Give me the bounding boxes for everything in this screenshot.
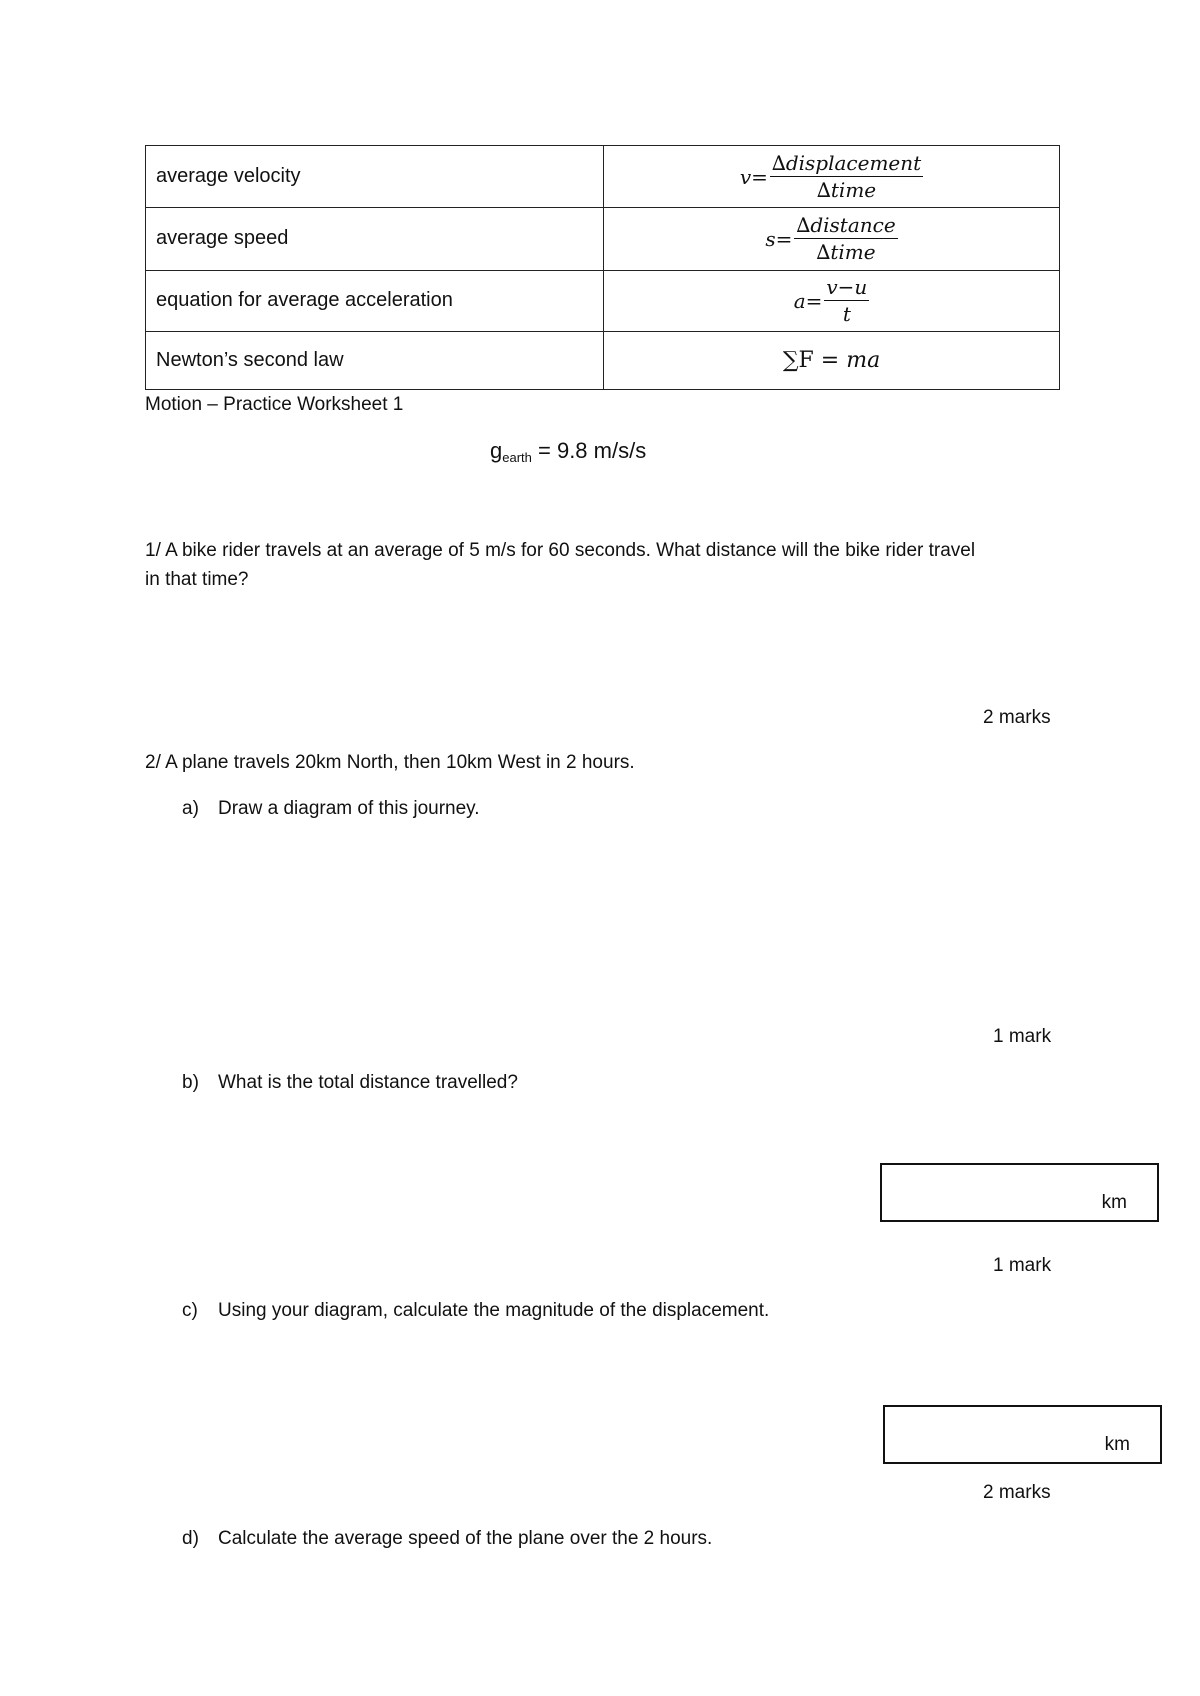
law-variable: ma <box>846 347 881 373</box>
fraction-numerator: v−u <box>826 275 868 300</box>
formula-equation <box>604 331 1060 389</box>
table-row <box>146 146 1060 208</box>
part-d-label: d) <box>182 1528 199 1549</box>
gravity-constant <box>490 438 646 465</box>
formula-name: Newton’s second law <box>146 331 604 389</box>
formula-table <box>145 145 1060 390</box>
g-subscript: earth <box>502 450 532 465</box>
marks-label: 1 mark <box>993 1255 1052 1276</box>
formula-name: average speed <box>146 208 604 270</box>
fraction-denominator: ∆time <box>816 178 877 203</box>
unit-label: km <box>1101 1192 1127 1213</box>
fraction-numerator: ∆displacement <box>771 151 922 176</box>
part-c-text: Using your diagram, calculate the magnitude of the displacement. <box>218 1300 770 1321</box>
marks-label: 2 marks <box>983 1482 1051 1503</box>
equation-lhs: v= <box>739 164 768 189</box>
formula-equation <box>604 146 1060 208</box>
worksheet-title: Motion – Practice Worksheet 1 <box>145 394 404 415</box>
table-row <box>146 270 1060 331</box>
g-value: = 9.8 m/s/s <box>531 438 647 463</box>
part-a-text: Draw a diagram of this journey. <box>218 798 480 819</box>
part-c-label: c) <box>182 1300 198 1321</box>
marks-label: 1 mark <box>993 1026 1052 1047</box>
part-b-label: b) <box>182 1072 199 1093</box>
part-a-label: a) <box>182 798 199 819</box>
fraction-numerator: ∆distance <box>796 213 896 238</box>
table-row <box>146 208 1060 270</box>
fraction-denominator: t <box>842 302 851 327</box>
marks-label: 2 marks <box>983 707 1051 728</box>
g-symbol: g <box>490 438 503 463</box>
equation-lhs: s= <box>765 226 793 251</box>
question-1-line-1: 1/ A bike rider travels at an average of 5 m/s for 60 seconds. What distance will the bike rider travel <box>145 540 976 561</box>
answer-box-b[interactable] <box>880 1163 1159 1222</box>
part-b-text: What is the total distance travelled? <box>218 1072 518 1093</box>
question-2-intro: 2/ A plane travels 20km North, then 10km West in 2 hours. <box>145 752 635 773</box>
formula-name: average velocity <box>146 146 604 208</box>
unit-label: km <box>1104 1434 1130 1455</box>
fraction-denominator: ∆time <box>816 240 876 265</box>
law-prefix: ∑F = <box>782 347 847 373</box>
equation-lhs: a= <box>793 288 823 313</box>
part-d-text: Calculate the average speed of the plane over the 2 hours. <box>218 1528 713 1549</box>
answer-box-c[interactable] <box>883 1405 1162 1464</box>
formula-name: equation for average acceleration <box>146 270 604 331</box>
formula-equation <box>604 208 1060 270</box>
question-1-line-2: in that time? <box>145 569 249 590</box>
formula-equation <box>604 270 1060 331</box>
table-row <box>146 331 1060 389</box>
